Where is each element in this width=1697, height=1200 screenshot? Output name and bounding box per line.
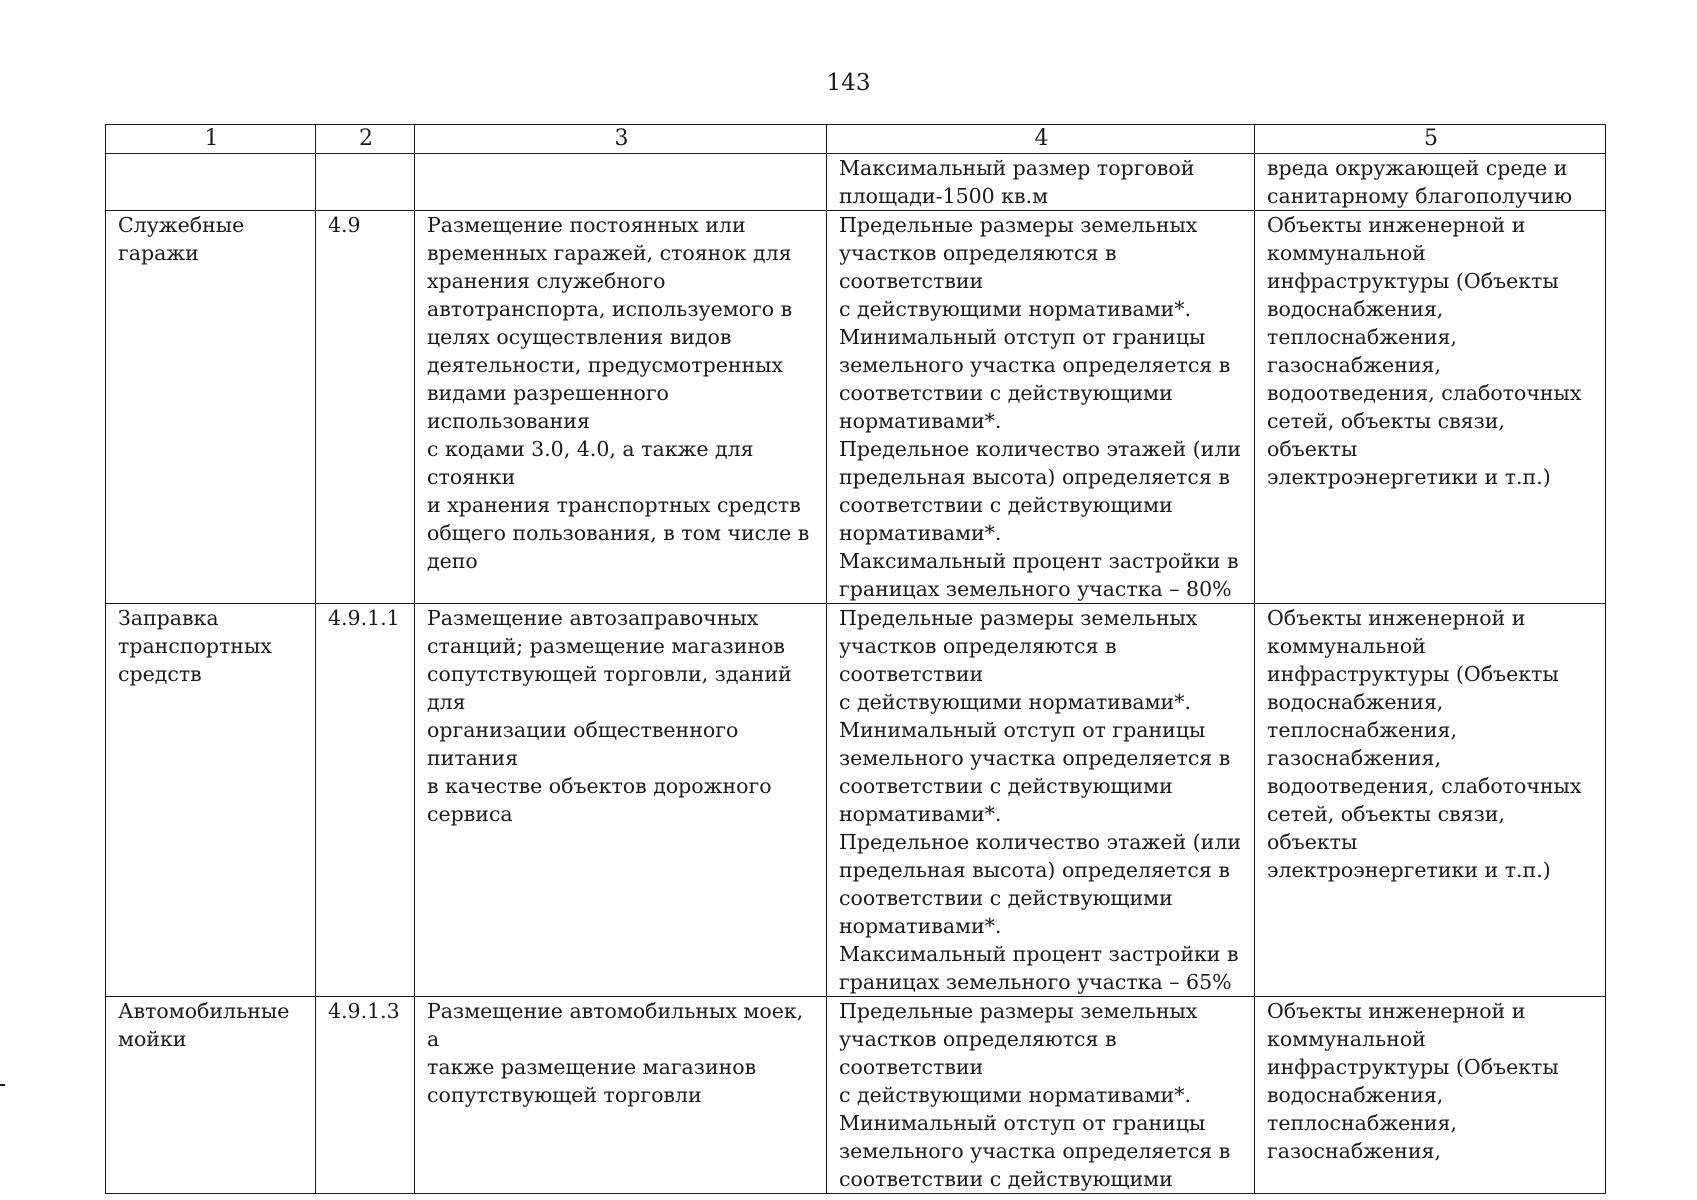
scan-edge-mark <box>0 1084 5 1086</box>
header-col-1: 1 <box>106 125 316 154</box>
use-description: Размещение автомобильных моек, а также размещение магазинов сопутствующей торговли <box>415 997 827 1194</box>
header-col-5: 5 <box>1255 125 1606 154</box>
header-col-4: 4 <box>827 125 1255 154</box>
header-row <box>106 125 1606 154</box>
land-use-table <box>105 124 1606 1194</box>
use-restrictions: Объекты инженерной и коммунальной инфраструктуры (Объекты водоснабжения, теплоснабжения, газоснабжения, <box>1255 997 1606 1194</box>
table-row <box>106 997 1606 1194</box>
use-parameters: Предельные размеры земельных участков определяются в соответствии с действующими нормативами*. Минимальный отступ от границы земельного участка определяется в соответствии с действующими <box>827 997 1255 1194</box>
use-name: Автомобильные мойки <box>106 997 316 1194</box>
header-col-3: 3 <box>415 125 827 154</box>
header-col-2: 2 <box>316 125 415 154</box>
use-parameters: Предельные размеры земельных участков определяются в соответствии с действующими нормативами*. Минимальный отступ от границы земельного участка определяется в соответствии с действующими нормативами*. Предельное количество этажей (или предельная высота) определяется в соответствии с действующими нормативами*. Максимальный процент застройки в границах земельного участка – 65% <box>827 604 1255 997</box>
table-row <box>106 211 1606 604</box>
continuation-row <box>106 154 1606 211</box>
continuation-restrictions: вреда окружающей среде и санитарному благополучию <box>1255 154 1606 211</box>
continuation-col-3 <box>415 154 827 211</box>
table-row <box>106 604 1606 997</box>
continuation-col-1 <box>106 154 316 211</box>
use-restrictions: Объекты инженерной и коммунальной инфраструктуры (Объекты водоснабжения, теплоснабжения, газоснабжения, водоотведения, слаботочных сетей, объекты связи, объекты электроэнергетики и т.п.) <box>1255 604 1606 997</box>
use-name: Заправка транспортных средств <box>106 604 316 997</box>
use-description: Размещение автозаправочных станций; размещение магазинов сопутствующей торговли, зданий для организации общественного питания в качестве объектов дорожного сервиса <box>415 604 827 997</box>
continuation-parameters: Максимальный размер торговой площади-1500 кв.м <box>827 154 1255 211</box>
use-name: Служебные гаражи <box>106 211 316 604</box>
use-restrictions: Объекты инженерной и коммунальной инфраструктуры (Объекты водоснабжения, теплоснабжения, газоснабжения, водоотведения, слаботочных сетей, объекты связи, объекты электроэнергетики и т.п.) <box>1255 211 1606 604</box>
use-code: 4.9.1.3 <box>316 997 415 1194</box>
use-parameters: Предельные размеры земельных участков определяются в соответствии с действующими нормативами*. Минимальный отступ от границы земельного участка определяется в соответствии с действующими нормативами*. Предельное количество этажей (или предельная высота) определяется в соответствии с действующими нормативами*. Максимальный процент застройки в границах земельного участка – 80% <box>827 211 1255 604</box>
use-description: Размещение постоянных или временных гаражей, стоянок для хранения служебного автотранспорта, используемого в целях осуществления видов деятельности, предусмотренных видами разрешенного использования с кодами 3.0, 4.0, а также для стоянки и хранения транспортных средств общего пользования, в том числе в депо <box>415 211 827 604</box>
page-number: 143 <box>826 70 871 96</box>
use-code: 4.9 <box>316 211 415 604</box>
use-code: 4.9.1.1 <box>316 604 415 997</box>
continuation-col-2 <box>316 154 415 211</box>
